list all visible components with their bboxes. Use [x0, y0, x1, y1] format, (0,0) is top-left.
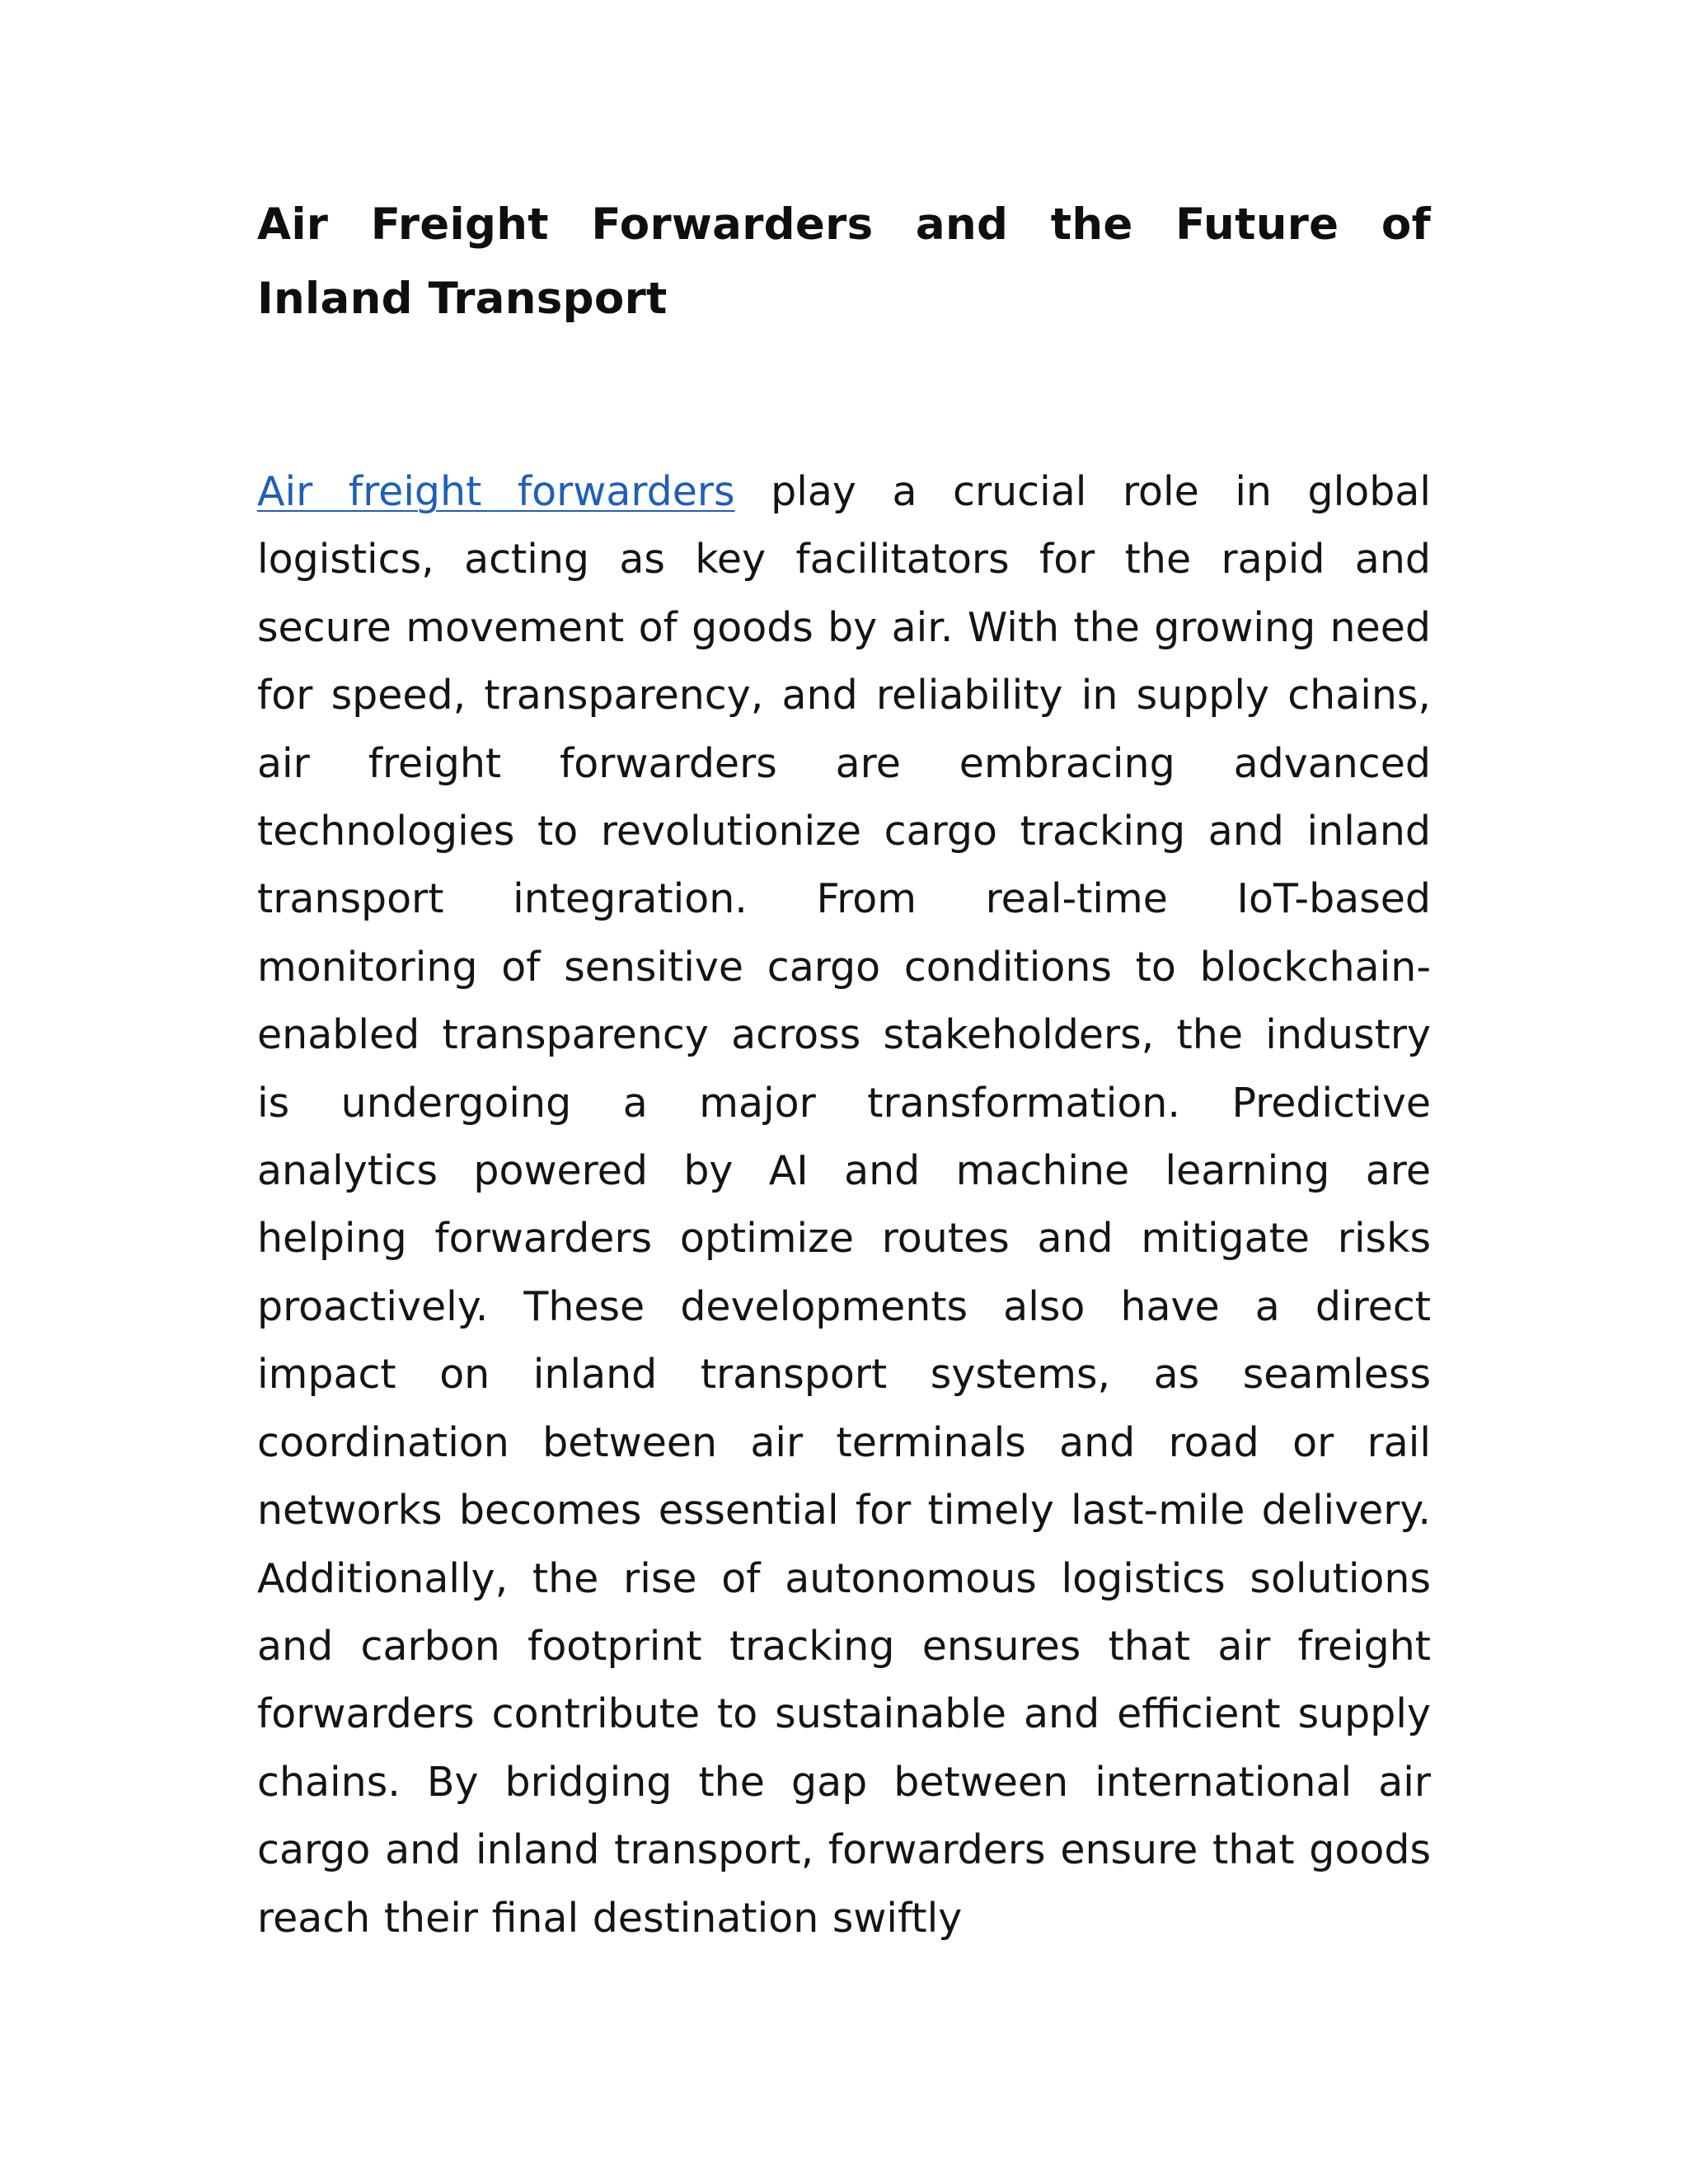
document-title: Air Freight Forwarders and the Future of Inland Transport	[257, 199, 1431, 324]
paragraph-text: play a crucial role in global logistics, acting as key facilitators for the rapid and secure movement of goods by air. With the growing need for speed, transparency, and reliability in supply chains, air freight forwarders are embracing advanced technologies to revolutionize cargo tracking and inland transport integration. From real-time IoT-based monitoring of sensitive cargo conditions to blockchain-enabled transparency across stakeholders, the industry is undergoing a major transformation. Predictive analytics powered by AI and machine learning are helping forwarders optimize routes and mitigate risks proactively. These developments also have a direct impact on inland transport systems, as seamless coordination between air terminals and road or rail networks becomes essential for timely last-mile delivery. Additionally, the rise of autonomous logistics solutions and carbon footprint tracking ensures that air freight forwarders contribute to sustainable and efficient supply chains. By bridging the gap between international air cargo and inland transport, forwarders ensure that goods reach their final destination swiftly	[257, 468, 1431, 1942]
document-content	[257, 188, 1431, 1952]
air-freight-forwarders-link[interactable]: Air freight forwarders	[257, 468, 735, 515]
body-paragraph	[257, 458, 1431, 1952]
